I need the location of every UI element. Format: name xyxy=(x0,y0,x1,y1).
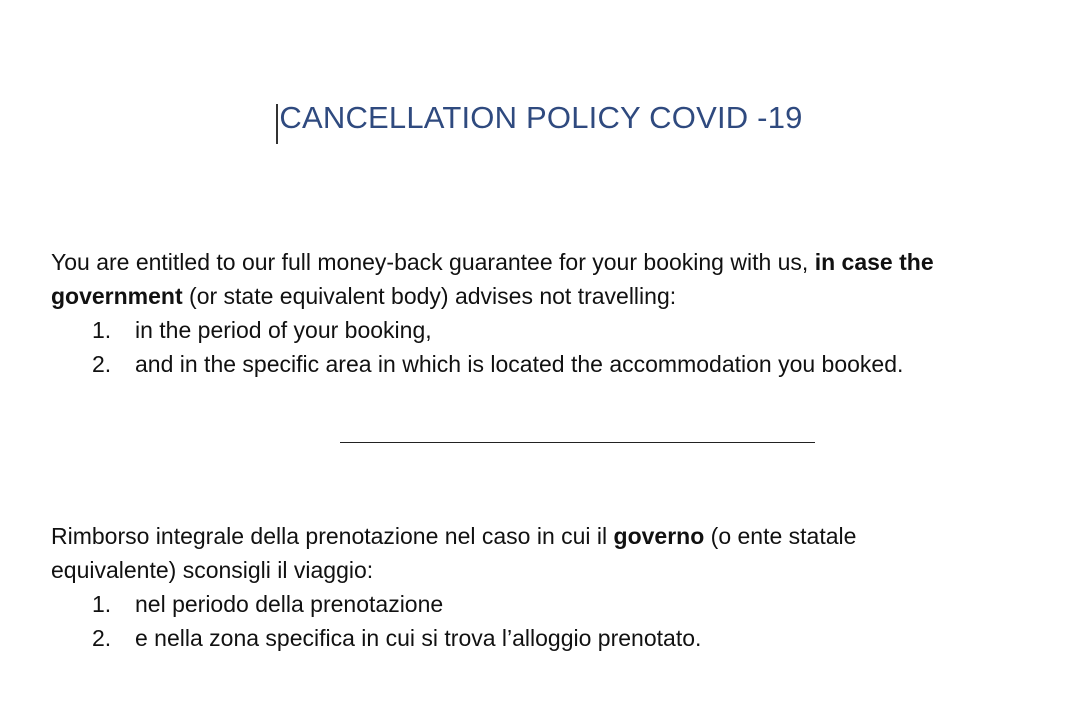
list-number: 1. xyxy=(92,591,112,617)
italian-conditions-list xyxy=(51,587,1051,655)
list-item-text: in the period of your booking, xyxy=(135,317,432,343)
italian-intro-text: Rimborso integrale della prenotazione nel caso in cui il xyxy=(51,523,614,549)
italian-policy-section xyxy=(51,519,1051,655)
document-title[interactable] xyxy=(277,100,802,136)
italian-intro-continuation-line-2: equivalente) sconsigli il viaggio: xyxy=(51,557,374,583)
document-title-text: CANCELLATION POLICY COVID -19 xyxy=(279,100,803,135)
list-item-text: e nella zona specifica in cui si trova l’alloggio prenotato. xyxy=(135,625,702,651)
list-item xyxy=(51,313,1051,347)
english-intro-paragraph xyxy=(51,245,1051,313)
list-number: 2. xyxy=(92,351,112,377)
list-number: 1. xyxy=(92,317,112,343)
list-number: 2. xyxy=(92,625,112,651)
english-intro-text: You are entitled to our full money-back guarantee for your booking with us, xyxy=(51,249,815,275)
english-intro-continuation: (or state equivalent body) advises not travelling: xyxy=(182,283,677,309)
list-item xyxy=(51,621,1051,655)
italian-intro-continuation: (o ente statale xyxy=(704,523,857,549)
english-policy-section xyxy=(51,245,1051,381)
english-conditions-list xyxy=(51,313,1051,381)
italian-intro-paragraph xyxy=(51,519,1051,587)
text-cursor xyxy=(276,104,278,144)
english-bold-phrase-1: in case the xyxy=(814,249,934,275)
list-item xyxy=(51,347,1051,381)
title-row xyxy=(0,100,1080,136)
list-item-text: nel periodo della prenotazione xyxy=(135,591,444,617)
english-bold-phrase-2: government xyxy=(51,283,183,309)
italian-bold-phrase: governo xyxy=(613,523,705,549)
list-item xyxy=(51,587,1051,621)
section-divider-line xyxy=(340,442,815,443)
list-item-text: and in the specific area in which is located the accommodation you booked. xyxy=(135,351,904,377)
